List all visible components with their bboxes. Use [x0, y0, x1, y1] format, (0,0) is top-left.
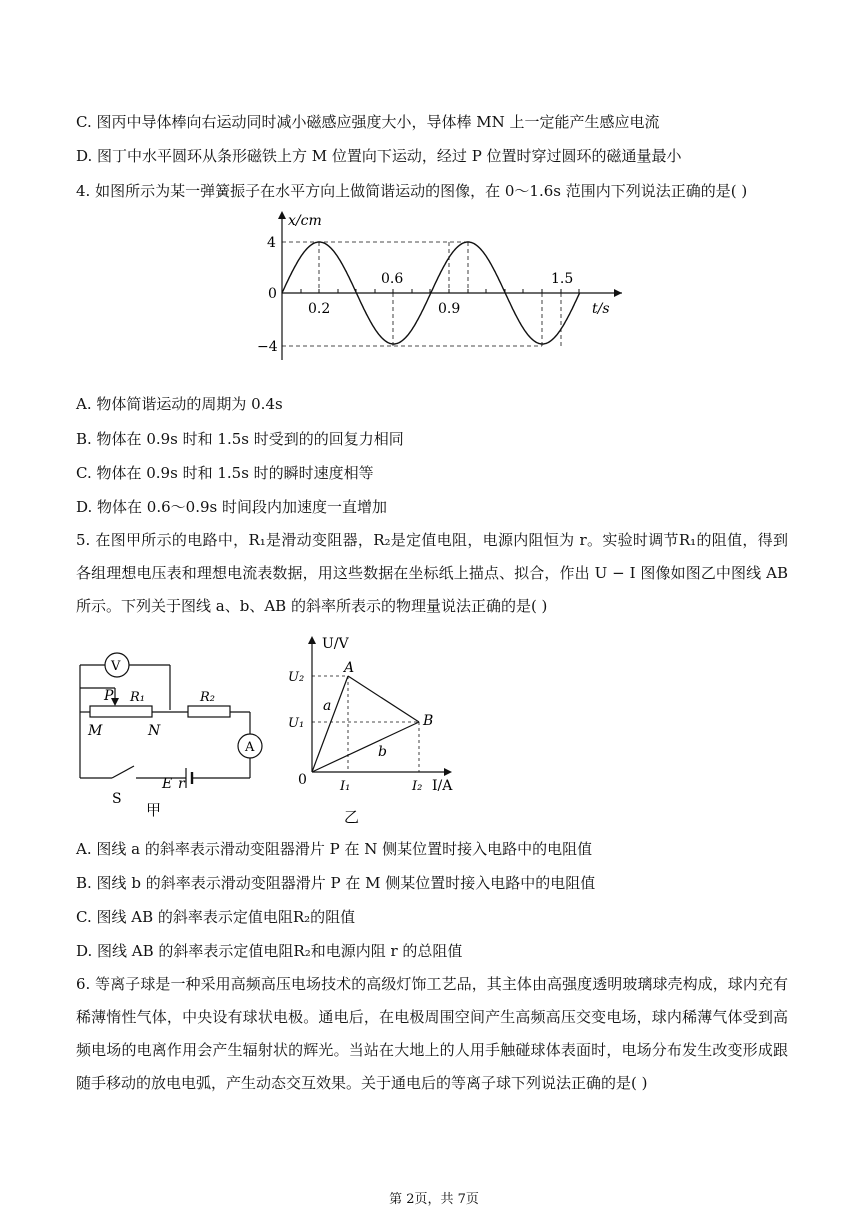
ammeter-label: A	[245, 740, 255, 755]
q4-option-c: C. 物体在 0.9s 时和 1.5s 时的瞬时速度相等	[76, 464, 374, 482]
u-axis-arrow	[308, 636, 316, 644]
time-axis-arrow	[614, 289, 622, 297]
slider-p-label: P	[104, 688, 114, 704]
i2-label: I₂	[412, 779, 423, 794]
q5-stem: 5. 在图甲所示的电路中，R₁是滑动变阻器，R₂是定值电阻，电源内阻恒为 r。实验时调节R₁的阻值，得到各组理想电压表和理想电流表数据，用这些数据在坐标纸上描点、拟合，作出 U − I 图像如图乙中图线 AB 所示。下列关于图线 a、b、AB 的斜率所表示的物理量说法正确的是( )	[76, 531, 788, 615]
switch-label: S	[112, 791, 122, 807]
r2-label: R₂	[200, 690, 215, 705]
xtick-06: 0.6	[381, 271, 404, 287]
xtick-15: 1.5	[551, 271, 574, 287]
q5-option-c: C. 图线 AB 的斜率表示定值电阻R₂的阻值	[76, 908, 356, 926]
q5-option-d: D. 图线 AB 的斜率表示定值电阻R₂和电源内阻 r 的总阻值	[76, 942, 463, 960]
i1-label: I₁	[340, 779, 351, 794]
resistor-r1	[90, 706, 152, 717]
line-ab	[348, 676, 419, 722]
q4-stem: 4. 如图所示为某一弹簧振子在水平方向上做简谐运动的图像，在 0～1.6s 范围内下列说法正确的是( )	[76, 182, 748, 200]
graph-caption: 乙	[344, 808, 360, 826]
point-b-label: B	[423, 713, 434, 729]
q6-stem: 6. 等离子球是一种采用高频高压电场技术的高级灯饰工艺品，其主体由高强度透明玻璃球壳构成，球内充有稀薄惰性气体，中央设有球状电极。通电后，在电极周围空间产生高频高压交变电场，球内稀薄气体受到高频电场的电离作用会产生辐射状的辉光。当站在大地上的人用手触碰球体表面时，电场分布发生改变形成跟随手移动的放电电弧，产生动态交互效果。关于通电后的等离子球下列说法正确的是( )	[76, 975, 788, 1092]
xtick-02: 0.2	[308, 301, 331, 317]
i-axis-label: I/A	[432, 778, 453, 794]
q4-displacement-graph	[250, 205, 630, 365]
x-axis-label: x/cm	[288, 213, 322, 229]
q5-ui-graph	[280, 632, 480, 828]
q5-option-b: B. 图线 b 的斜率表示滑动变阻器滑片 P 在 M 侧某位置时接入电路中的电阻值	[76, 874, 596, 892]
u-axis-label: U/V	[322, 636, 349, 652]
t-axis-label: t/s	[592, 301, 610, 317]
ytick-4: 4	[267, 235, 276, 251]
internal-r-label: r	[178, 776, 185, 792]
voltmeter-label: V	[111, 659, 121, 674]
ytick-neg4: −4	[257, 339, 278, 355]
xtick-09: 0.9	[438, 301, 461, 317]
m-label: M	[88, 723, 103, 739]
circuit-caption: 甲	[146, 801, 162, 819]
i-axis-arrow	[444, 768, 452, 776]
switch-s	[112, 766, 134, 778]
u2-label: U₂	[288, 670, 305, 685]
point-a-label: A	[344, 660, 355, 676]
time-ticks	[301, 289, 579, 293]
q4-option-b: B. 物体在 0.9s 时和 1.5s 时受到的的回复力相同	[76, 430, 404, 448]
line-b-label: b	[378, 744, 387, 760]
n-label: N	[148, 723, 161, 739]
resistor-r2	[188, 706, 230, 717]
q4-option-d: D. 物体在 0.6～0.9s 时间段内加速度一直增加	[76, 498, 387, 516]
q5-circuit-diagram	[70, 640, 280, 820]
u1-label: U₁	[288, 716, 305, 731]
origin-label: 0	[268, 286, 277, 302]
x-axis-arrow	[278, 211, 286, 219]
r1-label: R₁	[130, 690, 145, 705]
emf-label: E	[162, 776, 173, 792]
line-a-label: a	[323, 698, 332, 714]
q3-option-c: C. 图丙中导体棒向右运动同时减小磁感应强度大小，导体棒 MN 上一定能产生感应电流	[76, 113, 660, 131]
q3-option-d: D. 图丁中水平圆环从条形磁铁上方 M 位置向下运动，经过 P 位置时穿过圆环的磁通量最小	[76, 147, 682, 165]
q5-option-a: A. 图线 a 的斜率表示滑动变阻器滑片 P 在 N 侧某位置时接入电路中的电阻值	[76, 840, 593, 858]
q4-option-a: A. 物体简谐运动的周期为 0.4s	[76, 395, 283, 413]
page-footer: 第 2页，共 7页	[389, 1192, 479, 1207]
origin-label: 0	[298, 772, 307, 788]
